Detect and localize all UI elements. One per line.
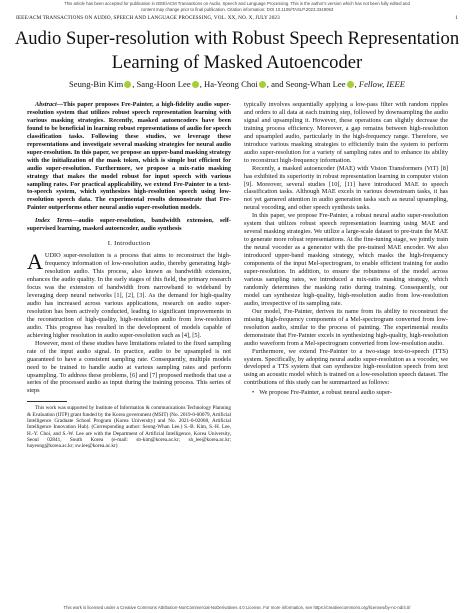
paper-title: Audio Super-resolution with Robust Speech Representation Learning of Masked Autoencoder	[14, 28, 460, 73]
right-column	[244, 101, 448, 397]
author-2: , Sang-Hoon Lee	[132, 79, 191, 89]
left-column	[27, 101, 231, 449]
intro-paragraph-4: Recently, a masked autoencoder (MAE) with Vision Transformers (ViT) [8] has exhibited its superiority in robust representation learning in computer vision [9]. Moreover, several studies [10], [11] have introduced MAE to speech classification tasks. Although MAE excels in various downstream tasks, it has not yet garnered attention in audio generation tasks such as neural upsampling, neural vocoding, and other speech synthesis tasks.	[244, 164, 448, 212]
license-notice: This work is licensed under a Creative Commons Attribution-NonCommercial-NoDerivatives 4.0 License. For more information, see https://creativecommons.org/licenses/by-nc-nd/4.0/	[63, 605, 411, 610]
publication-notice: This article has been accepted for publication in IEEE/ACM Transactions on Audio, Speech and Language Processing. This is the author's version which has not been fully edited and content may change prior to final publication. Citation information: DOI 10.1109/TASLP.2023.3349053	[64, 1, 410, 12]
orcid-icon[interactable]	[347, 81, 354, 88]
journal-header: IEEE/ACM TRANSACTIONS ON AUDIO, SPEECH AND LANGUAGE PROCESSING, VOL. XX, NO. X, JULY 2023	[16, 15, 280, 21]
author-3: , Ha-Yeong Choi	[199, 79, 258, 89]
index-terms-label: Index Terms	[35, 217, 73, 225]
intro-paragraph-5: In this paper, we propose Fre-Painter, a robust neural audio super-resolution system that utilizes robust speech representation learning using MAE and several masking strategies. We utilize a large-scale dataset to pre-train the MAE to generate more robust representations. At the fine-tuning stage, we jointly train the neural vocoder as a generator with the pre-trained MAE encoder. We also introduced upper-band masking strategy, which masks the high-frequency components of the input Mel-spectrogram, to enable efficient training for audio super-resolution. In addition, to ensure the robustness of the model across various sampling rates, we introduced a mix-ratio masking strategy, which randomly determines the masking ratio during training. Consequently, our model can synthesize high-quality, high-resolution audio from low-resolution audio, irrespective of its sampling rate.	[244, 212, 448, 307]
contribution-list	[244, 389, 448, 397]
index-terms	[27, 217, 231, 233]
intro-paragraph-7: Furthermore, we extend Fre-Painter to a two-stage text-to-speech (TTS) system. Specifically, by adopting neural audio super-resolution as a vocoder, we developed a TTS system that can synthesize high-resolution speech from text using an acoustic model which is trained on a low-resolution speech dataset. The contributions of this study can be summarized as follows:	[244, 347, 448, 387]
orcid-icon[interactable]	[192, 81, 199, 88]
drop-cap: A	[27, 249, 43, 275]
orcid-icon[interactable]	[259, 81, 266, 88]
section-heading: I. Introduction	[107, 240, 151, 248]
abstract-label: Abstract	[35, 101, 57, 108]
author-list	[10, 79, 464, 89]
intro-paragraph-1	[27, 249, 231, 339]
intro-paragraph-1-text: UDIO super-resolution is a process that aims to reconstruct the high-frequency information of low-resolution audio, thereby generating high-resolution audio. This process, also known as bandwidth extension, enhances the audio quality. In the early stages of this field, the primary research focus was the extension of bandwidth from narrowband to wideband by leveraging deep neural networks [1], [2], [3]. As the demand for high-quality audio has increased across various applications, research on audio super-resolution has been actively conducted, leading to significant improvements in the reconstruction of high-quality, high-resolution audio from low-resolution audio. This progress has resulted in the development of models capable of achieving higher resolution in audio super-resolution such as [4], [5].	[27, 252, 231, 339]
intro-paragraph-2: However, most of these studies have limitations related to the fixed sampling rate of the input audio signal. In practice, audio to be upsampled is not guaranteed to have a consistent sampling rate. Consequently, multiple models need to be trained to handle audio at various sampling rates and perform upsampling. To address these problems, [6] and [7] proposed methods that use a series of the processed audio as input during the training process. This series of steps	[27, 339, 231, 395]
abstract	[27, 101, 231, 212]
author-1: Seung-Bin Kim	[69, 79, 124, 89]
funding-footnote: This work was supported by Institute of Information & communications Technology Planning & Evaluation (IITP) grant funded by the Korea government (MSIT) (No. 2019-0-00079, Artificial Intelligence Graduate School Program (Korea University) and No. 2021-0-02068, Artificial Intelligence Innovation Hub). (Corresponding author: Seong-Whan Lee.) S.-B. Kim, S.-H. Lee, H.-Y. Choi, and S.-W. Lee are with the Department of Artificial Intelligence, Korea University, Seoul 02841, South Korea (e-mail: sb-kim@korea.ac.kr; sh_lee@korea.ac.kr; hayeong@korea.ac.kr; sw.lee@korea.ac.kr)	[27, 405, 231, 450]
author-4: , and Seong-Whan Lee	[266, 79, 346, 89]
intro-paragraph-3: typically involves sequentially applying a low-pass filter with random ripples and orders to all data at each training step, followed by downsampling the audio signal and upsampling it. However, these operations can slightly decrease the training process efficiency. Moreover, a gap remains between high-resolution and upsampled audio, particularly in the high-frequency range. Therefore, we introduce various masking strategies to efficiently train the system to perform audio super-resolution for a variety of sampling rates and to enhance its ability to reconstruct high-frequency information.	[244, 101, 448, 164]
intro-paragraph-6: Our model, Fre-Painter, derives its name from its ability to reconstruct the missing high-frequency components of a Mel-spectrogram converted from low-resolution audio, similar to the process of painting. The experimental results demonstrate that Fre-Painter excels in synthesizing high-quality, high-resolution audio waveform from a Mel-spectrogram converted from low-resolution audio.	[244, 307, 448, 347]
index-terms-text: —audio super-resolution, bandwidth extension, self-supervised learning, masked autoencoder, audio synthesis	[27, 217, 232, 233]
page-number: 1	[455, 15, 458, 21]
footnote-divider	[27, 401, 67, 402]
author-grade: , Fellow, IEEE	[354, 79, 405, 89]
running-head	[16, 15, 458, 21]
list-item: • We propose Fre-Painter, a robust neural audio super-	[252, 389, 448, 397]
orcid-icon[interactable]	[124, 81, 131, 88]
abstract-text: —This paper proposes Fre-Painter, a high-fidelity audio super-resolution system that utilizes robust speech representation learning with various masking strategies. Recently, masked autoencoders have been found to be beneficial in learning robust representations of audio for speech classification tasks. Following these studies, we leverage these representations and investigate several masking strategies for neural audio super-resolution. In this paper, we propose an upper-band masking strategy with the initialization of the mask token, which is simple but efficient for audio super-resolution. Furthermore, we propose a mix-ratio masking strategy that makes the model robust for input speech with various sampling rates. For practical applicability, we extend Fre-Painter to a text-to-speech system, which synthesizes high-resolution speech using low-resolution speech data. The experimental results demonstrate that Fre-Painter outperforms other neural audio super-resolution models.	[27, 101, 231, 212]
